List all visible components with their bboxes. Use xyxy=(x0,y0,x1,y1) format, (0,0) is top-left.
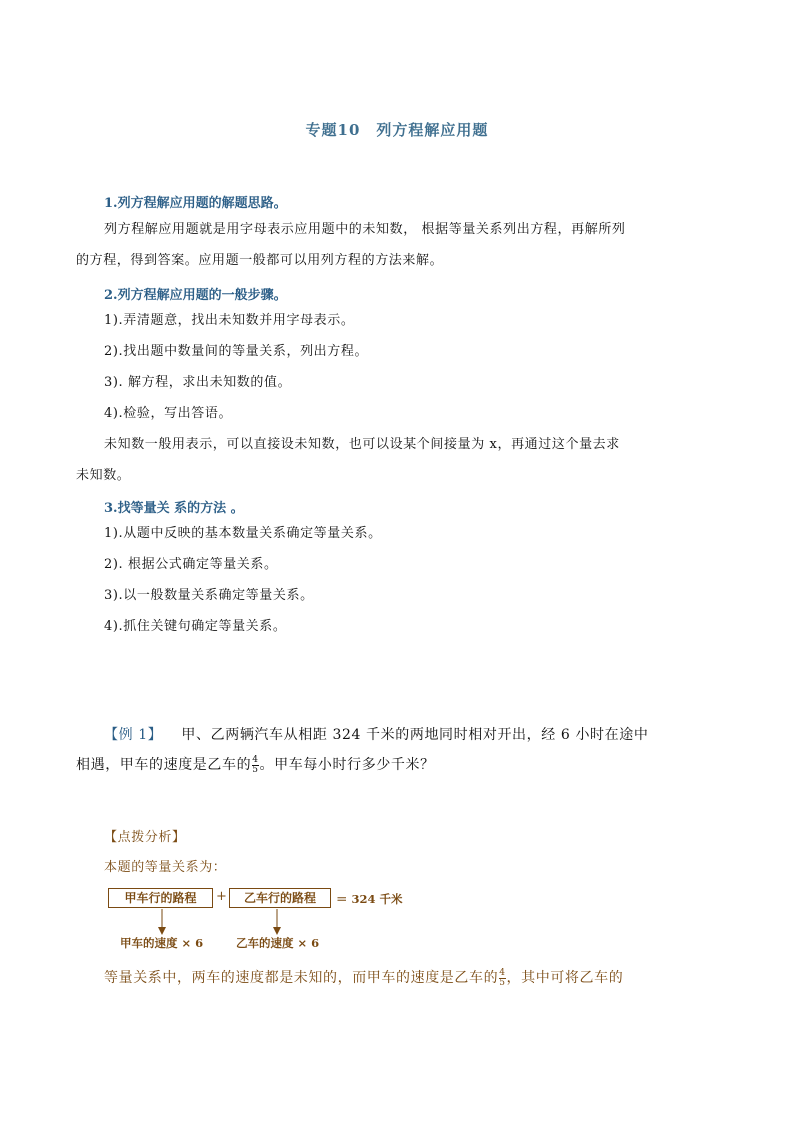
example-label: 【例 1】 xyxy=(104,727,163,743)
step-item: 3). 解方程，求出未知数的值。 xyxy=(104,375,292,390)
arrow-down-icon xyxy=(273,909,281,935)
plus-sign: + xyxy=(216,889,227,904)
example1-text: 甲、乙两辆汽车从相距 324 千米的两地同时相对开出，经 6 小时在途中 xyxy=(181,727,649,743)
analysis-intro: 本题的等量关系为： xyxy=(104,860,227,875)
analysis-text-post: ，其中可将乙车的 xyxy=(506,970,624,986)
section1-heading: 1.列方程解应用题的解题思路。 xyxy=(104,196,287,211)
step-item: 1).弄清题意，找出未知数并用字母表示。 xyxy=(104,313,355,328)
section2-note-line1: 未知数一般用表示，可以直接设未知数，也可以设某个间接量为 x，再通过这个量去求 xyxy=(104,437,620,452)
method-item: 3).以一般数量关系确定等量关系。 xyxy=(104,588,314,603)
method-item: 2). 根据公式确定等量关系。 xyxy=(104,557,278,572)
box-yi-distance: 乙车行的路程 xyxy=(229,888,331,908)
fraction-numerator: 4 xyxy=(252,754,259,765)
example1-text-pre: 相遇，甲车的速度是乙车的 xyxy=(76,757,252,773)
example1-text-post: 。甲车每小时行多少千米？ xyxy=(259,757,435,773)
method-item: 4).抓住关键句确定等量关系。 xyxy=(104,619,287,634)
analysis-last-line xyxy=(104,967,623,988)
analysis-heading: 【点拨分析】 xyxy=(104,830,186,845)
section2-heading: 2.列方程解应用题的一般步骤。 xyxy=(104,288,287,303)
step-item: 2).找出题中数量间的等量关系，列出方程。 xyxy=(104,344,369,359)
yi-speed-label: 乙车的速度 × 6 xyxy=(236,936,320,950)
section1-text-line1: 列方程解应用题就是用字母表示应用题中的未知数， 根据等量关系列出方程，再解所列 xyxy=(104,222,626,237)
step-item: 4).检验，写出答语。 xyxy=(104,406,233,421)
page-title: 专题10 列方程解应用题 xyxy=(305,121,489,139)
fraction-denominator: 5 xyxy=(499,977,506,988)
analysis-text-pre: 等量关系中，两车的速度都是未知的，而甲车的速度是乙车的 xyxy=(104,970,499,986)
equals-value: ＝ 324 千米 xyxy=(336,892,403,906)
fraction xyxy=(499,969,505,988)
method-item: 1).从题中反映的基本数量关系确定等量关系。 xyxy=(104,526,382,541)
box-jia-distance: 甲车行的路程 xyxy=(108,888,213,908)
section3-heading: 3.找等量关 系的方法 。 xyxy=(104,501,244,516)
jia-speed-label: 甲车的速度 × 6 xyxy=(120,936,204,950)
fraction-denominator: 5 xyxy=(252,764,259,775)
arrow-down-icon xyxy=(158,909,166,935)
section2-note-line2: 未知数。 xyxy=(76,468,131,483)
section1-text-line2: 的方程，得到答案。应用题一般都可以用列方程的方法来解。 xyxy=(76,253,444,268)
fraction-numerator: 4 xyxy=(499,967,506,978)
